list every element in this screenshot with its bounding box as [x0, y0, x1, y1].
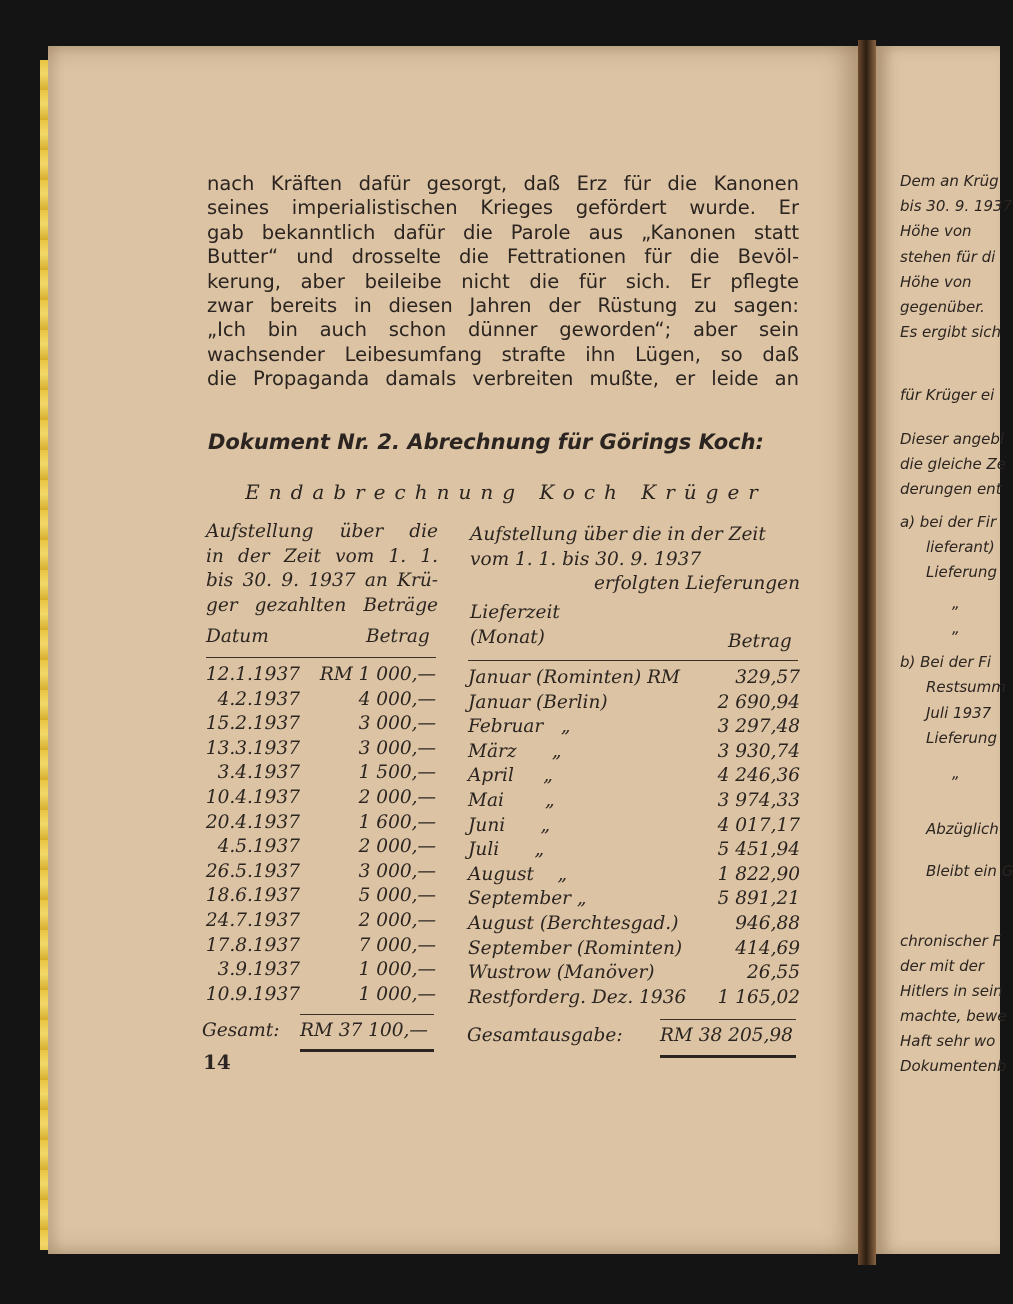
delivery-amount: 3 297,48	[717, 716, 800, 738]
left-col-date: Datum	[206, 626, 269, 647]
delivery-amount: 2 690,94	[717, 691, 800, 713]
fragment-line: b) Bei der Fi	[900, 653, 992, 671]
table-row	[204, 713, 436, 738]
table-row	[468, 913, 800, 938]
payment-amount: 1 600,—	[358, 811, 436, 833]
body-line: seines imperialistischen Krieges gefördert wurde. Er	[207, 196, 799, 220]
payment-amount: 3 000,—	[358, 737, 436, 759]
delivery-period: Februar „	[468, 716, 571, 738]
left-total-rule	[300, 1014, 434, 1015]
fragment-line: a) bei der Fir	[900, 513, 997, 531]
delivery-amount: 4 246,36	[717, 765, 800, 787]
table-row	[204, 959, 436, 984]
payment-date: 4.5.1937	[217, 836, 300, 858]
right-table-header	[470, 523, 800, 597]
body-line: nach Kräften dafür gesorgt, daß Erz für die Kanonen	[207, 172, 799, 195]
delivery-period: Januar (Berlin)	[468, 691, 608, 713]
delivery-period: Juli „	[468, 839, 545, 861]
payment-amount: 2 000,—	[358, 909, 436, 931]
delivery-amount: 26,55	[747, 962, 800, 984]
left-header-line: ger gezahlten Beträge	[206, 594, 438, 616]
fragment-line: derungen ent	[900, 480, 1002, 498]
delivery-period: Restforderg. Dez. 1936	[468, 986, 687, 1008]
table-row	[204, 689, 436, 714]
body-line: Butter“ und drosselte die Fettrationen für die Bevöl-	[207, 245, 799, 269]
body-line: wachsender Leibesumfang strafte ihn Lügen, so daß	[207, 342, 799, 366]
table-row	[468, 864, 800, 889]
payment-amount: 7 000,—	[358, 934, 436, 956]
fragment-line: Dieser angebl	[900, 430, 1005, 448]
table-row	[468, 962, 800, 987]
table-row	[204, 664, 436, 689]
page-number: 14	[203, 1050, 231, 1074]
book-gutter	[858, 40, 876, 1265]
delivery-period: April „	[468, 765, 553, 787]
payment-amount: 1 500,—	[358, 762, 436, 784]
body-line: die Propaganda damals verbreiten mußte, er leide an	[207, 367, 799, 391]
fragment-line: machte, bewe	[900, 1007, 1007, 1025]
right-header-rule	[468, 660, 798, 661]
table-row	[204, 861, 436, 886]
fragment-line: Restsumm	[926, 678, 1006, 696]
table-row	[468, 667, 800, 692]
table-row	[204, 762, 436, 787]
fragment-line: „	[952, 619, 960, 637]
left-payments-table	[204, 664, 436, 1008]
payment-date: 18.6.1937	[205, 885, 300, 907]
payment-date: 10.9.1937	[205, 983, 300, 1005]
delivery-period: August „	[468, 863, 568, 885]
document-heading: Dokument Nr. 2. Abrechnung für Görings Koch:	[208, 430, 764, 454]
payment-amount: RM 1 000,—	[319, 664, 436, 685]
table-row	[204, 787, 436, 812]
fragment-line: gegenüber.	[900, 298, 985, 316]
payment-amount: 2 000,—	[358, 786, 436, 808]
fragment-line: die gleiche Ze	[900, 455, 1007, 473]
payment-date: 12.1.1937	[205, 664, 300, 685]
right-header-line: erfolgten Lieferungen	[593, 573, 800, 594]
fragment-line: bis 30. 9. 1937	[900, 197, 1013, 215]
fragment-line: lieferant)	[926, 538, 995, 556]
fragment-line: Hitlers in sein	[900, 982, 1003, 1000]
table-row	[468, 888, 800, 913]
fragment-line: Höhe von	[900, 222, 972, 240]
table-row	[468, 790, 800, 815]
right-header-line: vom 1. 1. bis 30. 9. 1937	[470, 548, 702, 570]
payment-date: 15.2.1937	[205, 713, 300, 735]
table-row	[468, 741, 800, 766]
delivery-period: Januar (Rominten) RM	[468, 667, 680, 688]
table-row	[204, 935, 436, 960]
left-header-line: Aufstellung über die	[206, 521, 438, 542]
table-row	[204, 812, 436, 837]
table-row	[204, 885, 436, 910]
delivery-amount: 3 930,74	[717, 740, 800, 762]
delivery-period: September „	[468, 888, 587, 910]
right-page	[876, 46, 1013, 1254]
right-total-label: Gesamtausgabe:	[467, 1025, 623, 1046]
fragment-line: Dem an Krüg	[900, 172, 999, 190]
right-total-value: RM 38 205,98	[660, 1025, 793, 1046]
payment-date: 24.7.1937	[205, 909, 300, 931]
fragment-line: „	[952, 764, 960, 782]
payment-date: 3.4.1937	[217, 762, 300, 784]
delivery-amount: 1 822,90	[717, 863, 800, 885]
payment-amount: 2 000,—	[358, 836, 436, 858]
table-row	[468, 692, 800, 717]
payment-amount: 5 000,—	[358, 885, 436, 907]
fragment-line: für Krüger ei	[900, 386, 995, 404]
table-row	[204, 738, 436, 763]
payment-date: 10.4.1937	[205, 786, 300, 808]
table-row	[204, 984, 436, 1009]
fragment-line: stehen für di	[900, 248, 996, 266]
left-header-line: bis 30. 9. 1937 an Krü-	[206, 570, 438, 591]
left-total-double-rule	[300, 1049, 434, 1052]
body-line: „Ich bin auch schon dünner geworden“; aber sein	[207, 318, 799, 342]
payment-date: 13.3.1937	[205, 737, 300, 759]
delivery-amount: 4 017,17	[717, 814, 800, 836]
table-row	[468, 987, 800, 1012]
delivery-period: März „	[468, 740, 562, 762]
fragment-line: der mit der	[900, 957, 985, 975]
body-paragraph	[207, 172, 799, 392]
table-row	[468, 815, 800, 840]
fragment-line: Es ergibt sich	[900, 323, 1002, 341]
fragment-line: Juli 1937	[926, 704, 992, 722]
delivery-amount: 1 165,02	[717, 986, 800, 1008]
fragment-line: Bleibt ein G	[926, 862, 1013, 880]
right-header-line: Aufstellung über die in der Zeit	[470, 524, 766, 545]
left-table-header	[206, 520, 438, 618]
fragment-line: Dokumentenb	[900, 1057, 1007, 1075]
delivery-amount: 414,69	[735, 937, 800, 959]
body-line: gab bekanntlich dafür die Parole aus „Kanonen statt	[207, 220, 799, 244]
right-col-period-1: Lieferzeit	[470, 602, 560, 623]
fragment-line: Höhe von	[900, 273, 972, 291]
payment-date: 17.8.1937	[205, 934, 300, 956]
right-total-rule	[660, 1019, 796, 1020]
delivery-amount: 5 891,21	[717, 888, 800, 910]
table-row	[204, 836, 436, 861]
left-total-value: RM 37 100,—	[300, 1020, 428, 1041]
delivery-amount: 329,57	[735, 667, 800, 688]
delivery-period: September (Rominten)	[468, 937, 683, 959]
left-total-label: Gesamt:	[202, 1020, 280, 1041]
table-row	[468, 716, 800, 741]
delivery-amount: 3 974,33	[717, 789, 800, 811]
payment-date: 3.9.1937	[217, 959, 300, 981]
payment-amount: 1 000,—	[358, 959, 436, 981]
fragment-line: Lieferung	[926, 729, 997, 747]
table-row	[204, 910, 436, 935]
payment-amount: 3 000,—	[358, 860, 436, 882]
fragment-line: Abzüglich	[926, 820, 999, 838]
body-line: kerung, aber beileibe nicht die für sich. Er pflegte	[207, 269, 799, 293]
right-col-amount: Betrag	[728, 631, 792, 652]
delivery-amount: 5 451,94	[717, 839, 800, 861]
right-deliveries-table	[468, 667, 800, 1011]
document-subtitle: Endabrechnung Koch Krüger	[245, 480, 767, 504]
delivery-amount: 946,88	[735, 912, 800, 934]
payment-amount: 3 000,—	[358, 713, 436, 735]
body-line: zwar bereits in diesen Jahren der Rüstung zu sagen:	[207, 294, 799, 318]
left-col-amount: Betrag	[366, 626, 430, 647]
fragment-line: Haft sehr wo	[900, 1032, 996, 1050]
payment-amount: 1 000,—	[358, 983, 436, 1005]
left-header-rule	[206, 657, 436, 658]
right-col-period-2: (Monat)	[470, 627, 545, 648]
fragment-line: chronischer F	[900, 932, 1002, 950]
delivery-period: Mai „	[468, 789, 555, 811]
left-header-line: in der Zeit vom 1. 1.	[206, 545, 438, 567]
delivery-period: August (Berchtesgad.)	[468, 912, 679, 934]
payment-amount: 4 000,—	[358, 688, 436, 710]
delivery-period: Wustrow (Manöver)	[468, 962, 655, 984]
payment-date: 4.2.1937	[217, 688, 300, 710]
fragment-line: Lieferung	[926, 563, 997, 581]
table-row	[468, 938, 800, 963]
right-total-double-rule	[660, 1055, 796, 1058]
payment-date: 20.4.1937	[205, 811, 300, 833]
fragment-line: „	[952, 594, 960, 612]
payment-date: 26.5.1937	[205, 860, 300, 882]
delivery-period: Juni „	[468, 814, 551, 836]
table-row	[468, 839, 800, 864]
table-row	[468, 765, 800, 790]
